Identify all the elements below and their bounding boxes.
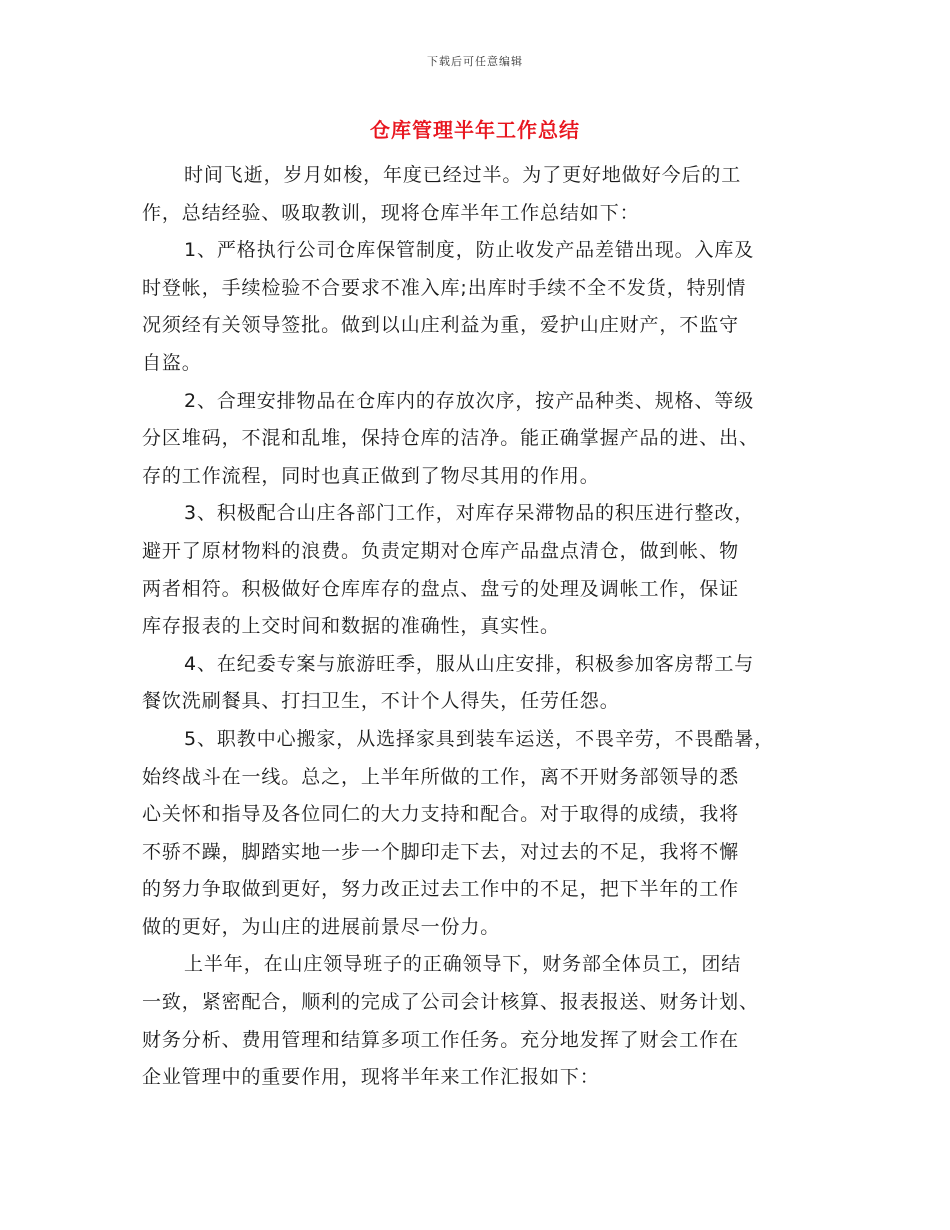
body-line: 1、严格执行公司仓库保管制度，防止收发产品差错出现。入库及: [184, 239, 755, 262]
body-line: 心关怀和指导及各位同仁的大力支持和配合。对于取得的成绩，我将: [142, 803, 740, 826]
body-line: 分区堆码，不混和乱堆，保持仓库的洁净。能正确掌握产品的进、出、: [142, 427, 759, 450]
document-title: 仓库管理半年工作总结: [370, 118, 580, 142]
body-line: 自盗。: [142, 351, 202, 374]
body-line: 财务分析、费用管理和结算多项工作任务。充分地发挥了财会工作在: [142, 1028, 740, 1051]
document-body: [142, 157, 802, 1097]
body-line: 4、在纪委专案与旅游旺季，服从山庄安排，积极参加客房帮工与: [184, 652, 755, 675]
body-line: 的努力争取做到更好，努力改正过去工作中的不足，把下半年的工作: [142, 878, 740, 901]
header-note: 下载后可任意编辑: [427, 55, 523, 68]
body-line: 做的更好，为山庄的进展前景尽一份力。: [142, 915, 501, 938]
body-line: 避开了原材物料的浪费。负责定期对仓库产品盘点清仓，做到帐、物: [142, 539, 740, 562]
body-line: 作，总结经验、吸取教训，现将仓库半年工作总结如下：: [142, 201, 640, 224]
body-line: 企业管理中的重要作用，现将半年来工作汇报如下：: [142, 1066, 600, 1089]
body-line: 时登帐，手续检验不合要求不准入库;出库时手续不全不发货，特别情: [142, 276, 747, 299]
body-line: 存的工作流程，同时也真正做到了物尽其用的作用。: [142, 464, 600, 487]
body-line: 库存报表的上交时间和数据的准确性，真实性。: [142, 615, 560, 638]
body-line: 时间飞逝，岁月如梭，年度已经过半。为了更好地做好今后的工: [184, 164, 742, 186]
body-line: 上半年，在山庄领导班子的正确领导下，财务部全体员工，团结: [184, 953, 742, 976]
body-line: 不骄不躁，脚踏实地一步一个脚印走下去，对过去的不足，我将不懈: [142, 840, 740, 863]
body-line: 3、积极配合山庄各部门工作，对库存呆滞物品的积压进行整改，: [184, 502, 755, 525]
body-line: 一致，紧密配合，顺利的完成了公司会计核算、报表报送、财务计划、: [142, 991, 759, 1014]
body-line: 5、职教中心搬家，从选择家具到装车运送，不畏辛劳，不畏酷暑，: [184, 727, 775, 750]
body-line: 2、合理安排物品在仓库内的存放次序，按产品种类、规格、等级: [184, 389, 755, 412]
body-line: 况须经有关领导签批。做到以山庄利益为重，爱护山庄财产，不监守: [142, 314, 740, 337]
body-line: 始终战斗在一线。总之，上半年所做的工作，离不开财务部领导的悉: [142, 765, 740, 788]
body-line: 两者相符。积极做好仓库库存的盘点、盘亏的处理及调帐工作，保证: [142, 577, 740, 600]
body-line: 餐饮洗刷餐具、打扫卫生，不计个人得失，任劳任怨。: [142, 690, 620, 713]
